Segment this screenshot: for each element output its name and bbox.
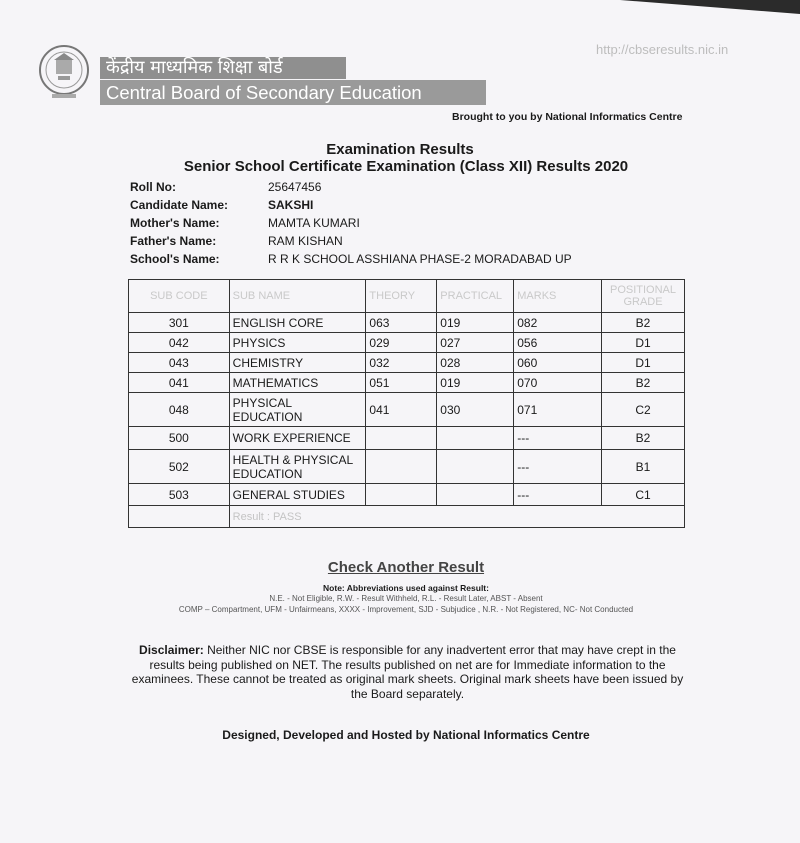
- board-name-english: Central Board of Secondary Education: [100, 80, 486, 105]
- candidate-info: [130, 178, 572, 268]
- grade-cell: B2: [602, 313, 685, 333]
- sub-name-cell: GENERAL STUDIES: [229, 484, 366, 506]
- theory-cell: 032: [366, 353, 437, 373]
- result-empty-cell: [129, 506, 230, 528]
- check-another-result-link[interactable]: [0, 559, 800, 576]
- header-positional-grade: POSITIONAL GRADE: [602, 280, 685, 313]
- school-name-row: [130, 250, 572, 268]
- roll-row: [130, 178, 572, 196]
- sub-code-cell: 301: [129, 313, 230, 333]
- sub-name-cell: CHEMISTRY: [229, 353, 366, 373]
- exam-title: Senior School Certificate Examination (Class XII) Results 2020: [183, 158, 629, 175]
- header-theory: THEORY: [366, 280, 437, 313]
- disclaimer: [130, 643, 685, 701]
- marks-cell: 082: [514, 313, 602, 333]
- theory-cell: 051: [366, 373, 437, 393]
- header-sub-name: SUB NAME: [229, 280, 366, 313]
- sub-code-cell: 043: [129, 353, 230, 373]
- grade-cell: D1: [602, 333, 685, 353]
- marks-table: [128, 279, 685, 528]
- sub-code-cell: 503: [129, 484, 230, 506]
- marks-cell: ---: [514, 484, 602, 506]
- candidate-name-value: SAKSHI: [268, 198, 314, 212]
- table-row: [129, 450, 685, 484]
- header-marks: MARKS: [514, 280, 602, 313]
- practical-cell: 027: [437, 333, 514, 353]
- sub-name-cell: PHYSICAL EDUCATION: [229, 393, 366, 427]
- marks-cell: 071: [514, 393, 602, 427]
- table-row: [129, 427, 685, 450]
- table-row: [129, 353, 685, 373]
- mother-name-value: MAMTA KUMARI: [268, 216, 360, 230]
- father-name-value: RAM KISHAN: [268, 234, 343, 248]
- grade-cell: C1: [602, 484, 685, 506]
- candidate-name-row: [130, 196, 572, 214]
- result-row: [129, 506, 685, 528]
- table-header-row: [129, 280, 685, 313]
- theory-cell: [366, 427, 437, 450]
- abbreviations-line-2: COMP – Compartment, UFM - Unfairmeans, XXXX - Improvement, SJD - Subjudice , N.R. - Not Registered, NC- Not Conducted: [178, 605, 634, 614]
- practical-cell: [437, 484, 514, 506]
- sub-name-cell: MATHEMATICS: [229, 373, 366, 393]
- theory-cell: [366, 450, 437, 484]
- marks-cell: 060: [514, 353, 602, 373]
- sub-code-cell: 500: [129, 427, 230, 450]
- disclaimer-text: Neither NIC nor CBSE is responsible for any inadvertent error that may have crept in the results being published on NET. The results published on net are for Immediate information to the examinees. These cannot be treated as original mark sheets. Original mark sheets have been issued by the Board separately.: [131, 643, 684, 701]
- designed-by-footer: Designed, Developed and Hosted by National Informatics Centre: [222, 728, 590, 742]
- sub-name-cell: HEALTH & PHYSICAL EDUCATION: [229, 450, 366, 484]
- roll-value: 25647456: [268, 180, 322, 194]
- mother-name-row: [130, 214, 572, 232]
- result-status: Result : PASS: [229, 506, 684, 528]
- abbreviations-note-title: Note: Abbreviations used against Result:: [323, 583, 489, 593]
- check-another-label[interactable]: Check Another Result: [327, 559, 485, 576]
- sub-code-cell: 042: [129, 333, 230, 353]
- page-title: Examination Results: [326, 141, 474, 158]
- grade-cell: B2: [602, 373, 685, 393]
- school-name-value: R R K SCHOOL ASSHIANA PHASE-2 MORADABAD UP: [268, 252, 572, 266]
- grade-cell: B2: [602, 427, 685, 450]
- father-name-row: [130, 232, 572, 250]
- theory-cell: 041: [366, 393, 437, 427]
- header-sub-code: SUB CODE: [129, 280, 230, 313]
- practical-cell: 028: [437, 353, 514, 373]
- practical-cell: [437, 450, 514, 484]
- sub-name-cell: PHYSICS: [229, 333, 366, 353]
- grade-cell: C2: [602, 393, 685, 427]
- school-name-label: School's Name:: [130, 252, 220, 266]
- theory-cell: 063: [366, 313, 437, 333]
- sub-name-cell: ENGLISH CORE: [229, 313, 366, 333]
- brought-by-text: Brought to you by National Informatics Centre: [452, 111, 683, 123]
- marks-cell: 070: [514, 373, 602, 393]
- candidate-name-label: Candidate Name:: [130, 198, 229, 212]
- theory-cell: [366, 484, 437, 506]
- marks-cell: ---: [514, 427, 602, 450]
- grade-cell: D1: [602, 353, 685, 373]
- sub-code-cell: 502: [129, 450, 230, 484]
- disclaimer-label: Disclaimer:: [139, 643, 204, 657]
- theory-cell: 029: [366, 333, 437, 353]
- practical-cell: 019: [437, 313, 514, 333]
- grade-cell: B1: [602, 450, 685, 484]
- marks-cell: 056: [514, 333, 602, 353]
- abbreviations-line-1: N.E. - Not Eligible, R.W. - Result Withheld, R.L. - Result Later, ABST - Absent: [269, 594, 543, 603]
- practical-cell: 019: [437, 373, 514, 393]
- table-row: [129, 373, 685, 393]
- sub-name-cell: WORK EXPERIENCE: [229, 427, 366, 450]
- table-row: [129, 313, 685, 333]
- table-row: [129, 484, 685, 506]
- marks-cell: ---: [514, 450, 602, 484]
- scan-corner-shadow: [620, 0, 800, 14]
- table-row: [129, 333, 685, 353]
- mother-name-label: Mother's Name:: [130, 216, 220, 230]
- table-row: [129, 393, 685, 427]
- practical-cell: 030: [437, 393, 514, 427]
- practical-cell: [437, 427, 514, 450]
- sub-code-cell: 041: [129, 373, 230, 393]
- site-url: http://cbseresults.nic.in: [596, 42, 729, 57]
- father-name-label: Father's Name:: [130, 234, 217, 248]
- roll-label: Roll No:: [130, 180, 176, 194]
- board-name-hindi: केंद्रीय माध्यमिक शिक्षा बोर्ड: [100, 57, 346, 79]
- sub-code-cell: 048: [129, 393, 230, 427]
- header-practical: PRACTICAL: [437, 280, 514, 313]
- cbse-logo-icon: [38, 44, 90, 100]
